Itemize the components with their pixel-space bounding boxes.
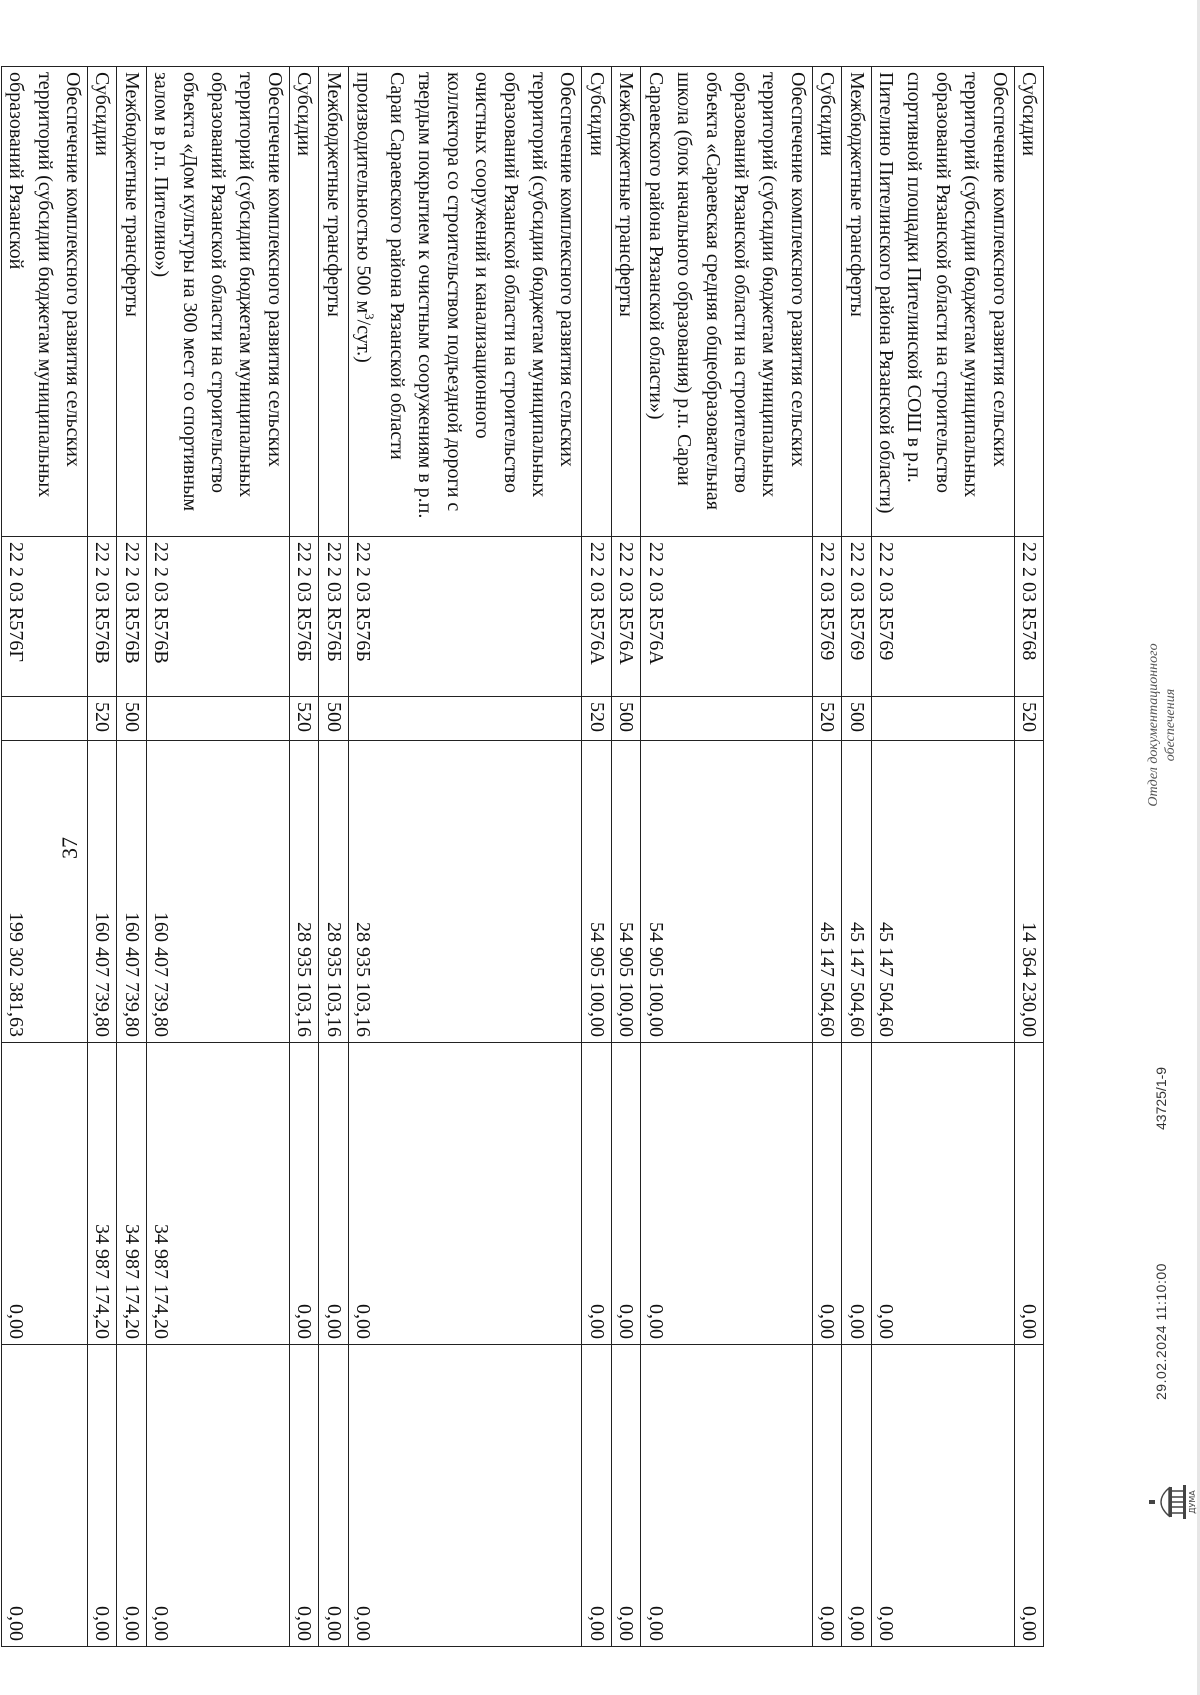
row-amount-2026-cell: 0,00 <box>842 1345 871 1647</box>
row-name-cell: Межбюджетные трансферты <box>319 67 348 537</box>
row-amount-2026-cell: 0,00 <box>1 1345 87 1647</box>
row-name-cell: Субсидии <box>1014 67 1043 537</box>
row-amount-2026-cell: 0,00 <box>146 1345 289 1647</box>
row-name-cell: Межбюджетные трансферты <box>611 67 640 537</box>
row-code-cell: 22 2 03 R5769 <box>871 537 1014 697</box>
row-amount-2026-cell: 0,00 <box>117 1345 146 1647</box>
row-name-cell: Обеспечение комплексного развития сельских территорий (субсидии бюджетам муниципальных образований Рязанской области на строительство объекта «Сараевская средняя общеобразовательная школа (блок начального образования) р.п. Сараи Сараевского района Рязанской области») <box>641 67 812 537</box>
budget-table <box>1 66 1044 1647</box>
row-expense-type-cell: 500 <box>319 697 348 741</box>
table-row <box>1 67 87 1647</box>
page-number: 37 <box>57 837 82 859</box>
row-amount-2024-cell: 45 147 504,60 <box>842 741 871 1043</box>
table-row <box>289 67 318 1647</box>
row-code-cell: 22 2 03 R576Б <box>348 537 582 697</box>
table-row <box>582 67 611 1647</box>
table-row <box>812 67 841 1647</box>
row-code-cell: 22 2 03 R576А <box>641 537 812 697</box>
row-code-cell: 22 2 03 R576В <box>117 537 146 697</box>
row-amount-2026-cell: 0,00 <box>348 1345 582 1647</box>
row-amount-2024-cell: 45 147 504,60 <box>812 741 841 1043</box>
row-code-cell: 22 2 03 R576Г <box>1 537 87 697</box>
row-amount-2024-cell: 160 407 739,80 <box>87 741 116 1043</box>
table-row <box>871 67 1014 1647</box>
row-code-cell: 22 2 03 R576В <box>87 537 116 697</box>
row-code-cell: 22 2 03 R5768 <box>1014 537 1043 697</box>
row-code-cell: 22 2 03 R576А <box>611 537 640 697</box>
row-code-cell: 22 2 03 R576В <box>146 537 289 697</box>
department-stamp <box>1145 610 1179 840</box>
row-expense-type-cell: 500 <box>842 697 871 741</box>
row-amount-2024-cell: 54 905 100,00 <box>611 741 640 1043</box>
department-stamp-line1: Отдел документационного <box>1146 643 1161 807</box>
row-expense-type-cell: 520 <box>582 697 611 741</box>
row-amount-2026-cell: 0,00 <box>319 1345 348 1647</box>
row-amount-2025-cell: 0,00 <box>1 1043 87 1345</box>
svg-text:ДУМА: ДУМА <box>1188 1490 1197 1514</box>
table-row <box>641 67 812 1647</box>
row-expense-type-cell: 520 <box>87 697 116 741</box>
table-row <box>319 67 348 1647</box>
row-amount-2024-cell: 54 905 100,00 <box>641 741 812 1043</box>
department-stamp-line2: обеспечения <box>1163 688 1178 762</box>
row-amount-2025-cell: 0,00 <box>1014 1043 1043 1345</box>
row-amount-2025-cell: 0,00 <box>842 1043 871 1345</box>
table-row <box>146 67 289 1647</box>
row-expense-type-cell: 520 <box>1014 697 1043 741</box>
row-code-cell: 22 2 03 R576Б <box>319 537 348 697</box>
table-row <box>117 67 146 1647</box>
row-name-cell: Обеспечение комплексного развития сельских территорий (субсидии бюджетам муниципальных образований Рязанской области на строительство объекта «Дом культуры на 300 мест со спортивным залом в р.п. Пителино») <box>146 67 289 537</box>
row-amount-2026-cell: 0,00 <box>812 1345 841 1647</box>
row-amount-2024-cell: 160 407 739,80 <box>117 741 146 1043</box>
row-amount-2026-cell: 0,00 <box>1014 1345 1043 1647</box>
row-amount-2025-cell: 34 987 174,20 <box>146 1043 289 1345</box>
row-expense-type-cell <box>641 697 812 741</box>
duma-emblem-icon <box>1147 1480 1197 1524</box>
footer-doc-number: 43725/1-9 <box>1153 1066 1169 1130</box>
row-amount-2025-cell: 0,00 <box>319 1043 348 1345</box>
row-expense-type-cell: 520 <box>289 697 318 741</box>
table-row <box>87 67 116 1647</box>
row-name-cell: Межбюджетные трансферты <box>842 67 871 537</box>
row-code-cell: 22 2 03 R576А <box>582 537 611 697</box>
row-amount-2026-cell: 0,00 <box>582 1345 611 1647</box>
row-amount-2024-cell: 28 935 103,16 <box>289 741 318 1043</box>
row-expense-type-cell <box>348 697 582 741</box>
row-amount-2024-cell: 28 935 103,16 <box>319 741 348 1043</box>
row-name-cell: Субсидии <box>289 67 318 537</box>
row-expense-type-cell: 500 <box>611 697 640 741</box>
row-amount-2026-cell: 0,00 <box>289 1345 318 1647</box>
row-expense-type-cell <box>871 697 1014 741</box>
table-row <box>611 67 640 1647</box>
row-amount-2024-cell: 14 364 230,00 <box>1014 741 1043 1043</box>
row-code-cell: 22 2 03 R576Б <box>289 537 318 697</box>
row-amount-2025-cell: 0,00 <box>611 1043 640 1345</box>
row-amount-2025-cell: 0,00 <box>582 1043 611 1345</box>
row-amount-2025-cell: 34 987 174,20 <box>87 1043 116 1345</box>
row-amount-2026-cell: 0,00 <box>87 1345 116 1647</box>
row-amount-2026-cell: 0,00 <box>641 1345 812 1647</box>
row-name-cell: Субсидии <box>582 67 611 537</box>
row-code-cell: 22 2 03 R5769 <box>812 537 841 697</box>
row-amount-2026-cell: 0,00 <box>871 1345 1014 1647</box>
row-amount-2024-cell: 45 147 504,60 <box>871 741 1014 1043</box>
row-code-cell: 22 2 03 R5769 <box>842 537 871 697</box>
row-name-cell: Субсидии <box>87 67 116 537</box>
table-row <box>348 67 582 1647</box>
row-amount-2024-cell: 199 302 381,63 <box>1 741 87 1043</box>
row-name-cell: Обеспечение комплексного развития сельских территорий (субсидии бюджетам муниципальных образований Рязанской области на строительство очистных сооружений и канализационного коллектора со строительством подъездной дороги с твердым покрытием к очистным сооружениям в р.п. Сараи Сараевского района Рязанской области производительностью 500 $м^3/сут$.) <box>348 67 582 537</box>
row-amount-2024-cell: 28 935 103,16 <box>348 741 582 1043</box>
row-name-cell: Обеспечение комплексного развития сельских территорий (субсидии бюджетам муниципальных образований Рязанской области на строительство спортивной площадки Пителинской СОШ в р.п. Пителино Пителинского района Рязанской области) <box>871 67 1014 537</box>
row-amount-2025-cell: 0,00 <box>289 1043 318 1345</box>
row-expense-type-cell <box>1 697 87 741</box>
row-amount-2024-cell: 160 407 739,80 <box>146 741 289 1043</box>
row-expense-type-cell: 520 <box>812 697 841 741</box>
row-amount-2024-cell: 54 905 100,00 <box>582 741 611 1043</box>
row-amount-2025-cell: 0,00 <box>348 1043 582 1345</box>
table-row <box>1014 67 1043 1647</box>
footer-timestamp: 29.02.2024 11:10:00 <box>1153 1263 1169 1400</box>
row-expense-type-cell <box>146 697 289 741</box>
row-name-cell: Межбюджетные трансферты <box>117 67 146 537</box>
row-amount-2025-cell: 34 987 174,20 <box>117 1043 146 1345</box>
table-row <box>842 67 871 1647</box>
row-amount-2025-cell: 0,00 <box>641 1043 812 1345</box>
footer <box>1145 0 1200 1530</box>
row-amount-2025-cell: 0,00 <box>871 1043 1014 1345</box>
row-name-cell: Субсидии <box>812 67 841 537</box>
row-name-cell: Обеспечение комплексного развития сельских территорий (субсидии бюджетам муниципальных образований Рязанской <box>1 67 87 537</box>
row-amount-2026-cell: 0,00 <box>611 1345 640 1647</box>
row-amount-2025-cell: 0,00 <box>812 1043 841 1345</box>
row-expense-type-cell: 500 <box>117 697 146 741</box>
